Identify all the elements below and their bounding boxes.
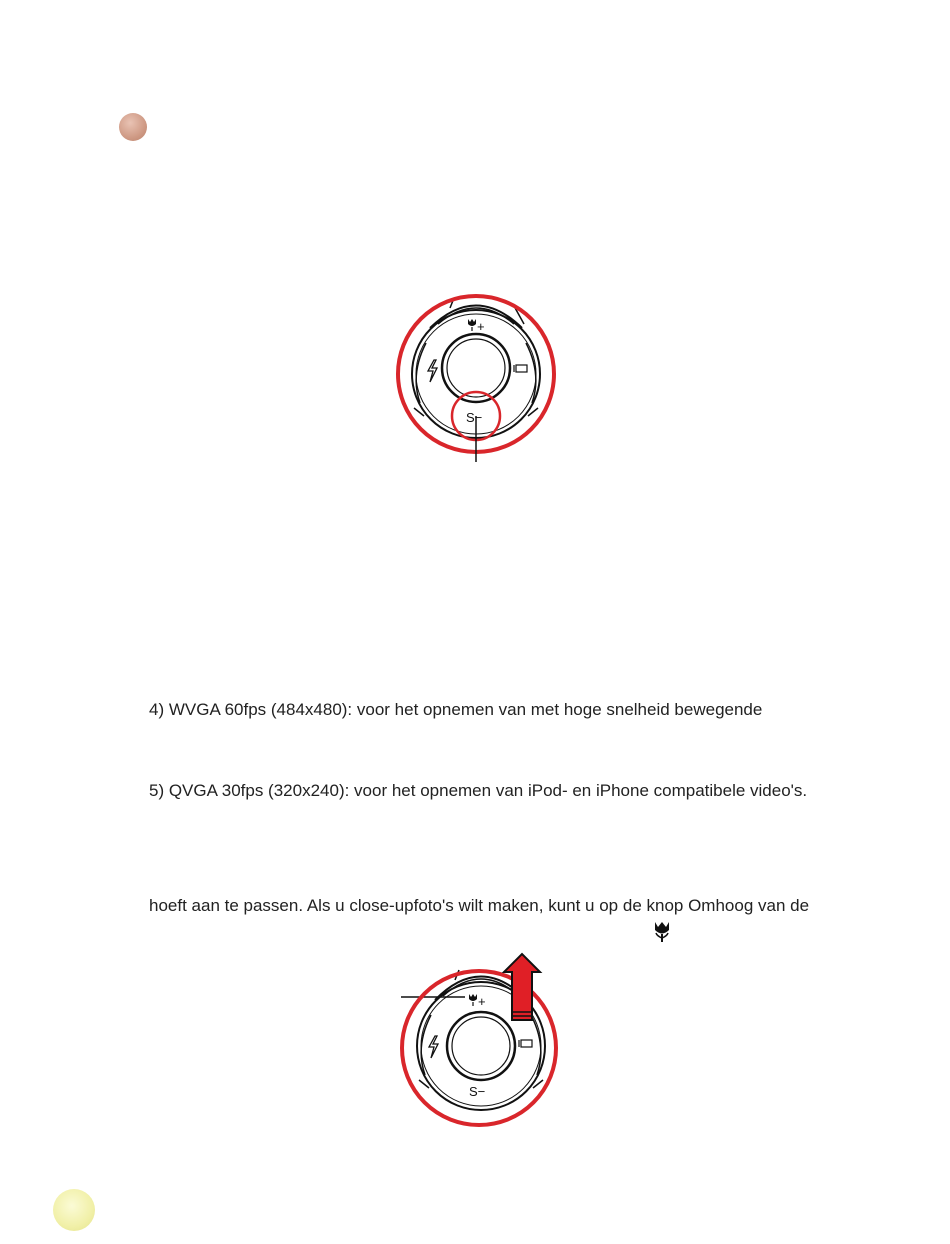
section-bullet (119, 113, 147, 141)
dial-diagram-top (390, 288, 562, 466)
dial-diagram-bottom (395, 950, 567, 1132)
display-icon (519, 1040, 532, 1047)
page-number-circle (53, 1189, 95, 1231)
dial-up-label: + (478, 994, 486, 1009)
dial-up-label: + (477, 319, 485, 334)
dial-down-label: S− (466, 410, 483, 425)
display-icon (514, 365, 527, 372)
paragraph-line-wvga: 4) WVGA 60fps (484x480): voor het opnemen van met hoge snelheid bewegende (149, 700, 763, 719)
macro-flower-icon (468, 319, 476, 331)
macro-flower-icon (469, 994, 477, 1006)
macro-flower-icon (652, 920, 672, 944)
flash-icon (428, 360, 437, 382)
flash-icon (429, 1036, 438, 1058)
dial-down-label: S− (469, 1084, 486, 1099)
paragraph-line-qvga: 5) QVGA 30fps (320x240): voor het opnemen van iPod- en iPhone compatibele video's. (149, 781, 808, 800)
paragraph-line-closeup: hoeft aan te passen. Als u close-upfoto's wilt maken, kunt u op de knop Omhoog van de (149, 896, 810, 915)
